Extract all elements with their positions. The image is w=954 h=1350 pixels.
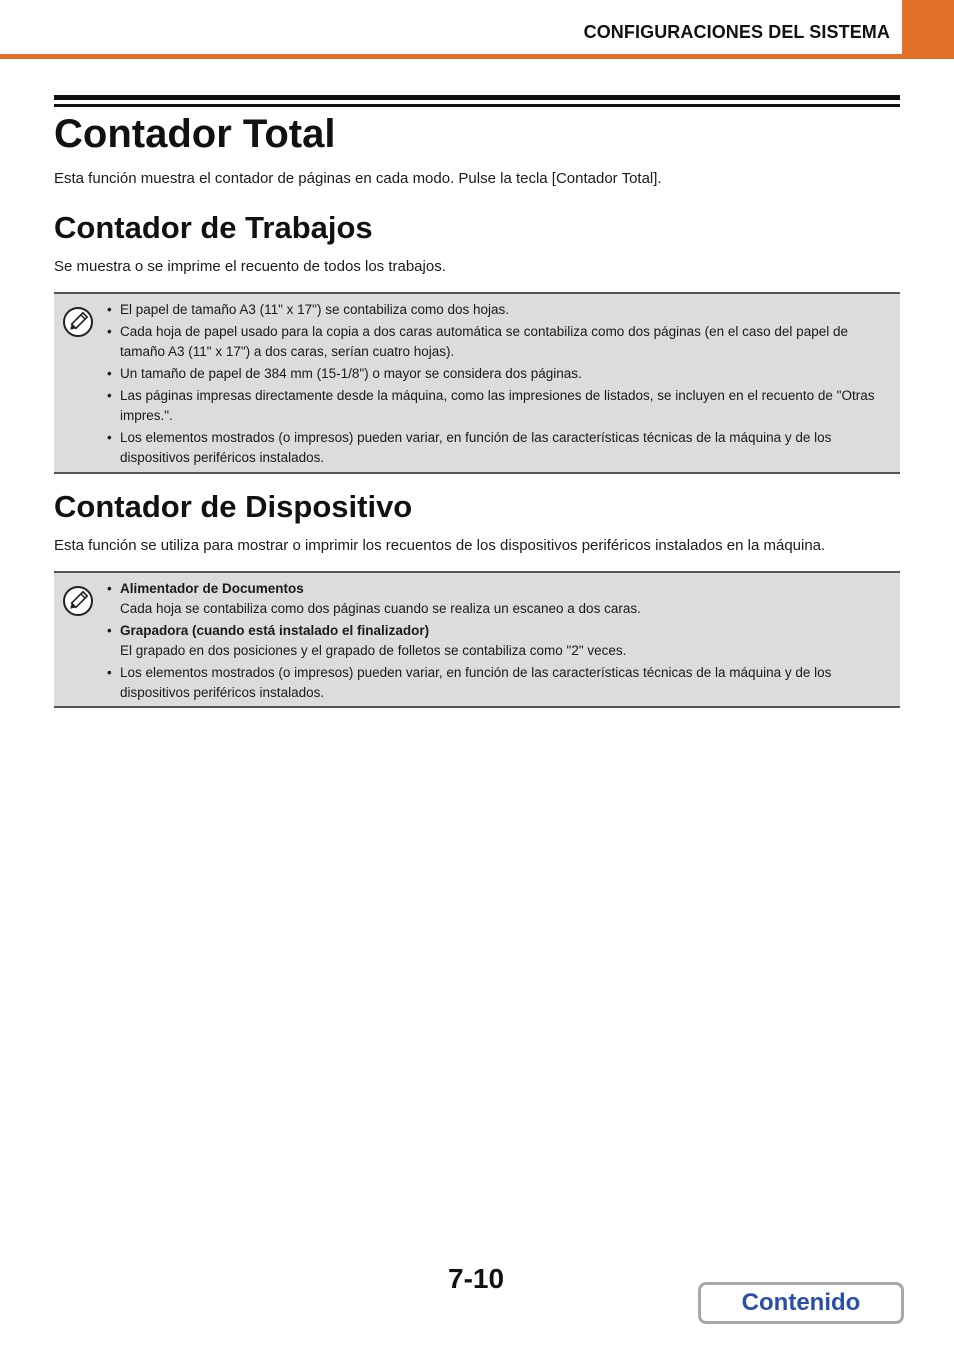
- list-item: [104, 621, 892, 661]
- title-rule-thick: [54, 95, 900, 100]
- device-counter-note: [54, 571, 900, 708]
- job-counter-heading: Contador de Trabajos: [54, 210, 373, 245]
- page-number: 7-10: [448, 1263, 505, 1294]
- note-pencil-icon: [62, 585, 94, 617]
- title-rule-thin: [54, 104, 900, 107]
- header-divider: [0, 54, 954, 59]
- job-counter-text: Se muestra o se imprime el recuento de todos los trabajos.: [54, 258, 446, 275]
- section-header-title: CONFIGURACIONES DEL SISTEMA: [583, 22, 890, 42]
- intro-text: Esta función muestra el contador de páginas en cada modo. Pulse la tecla [Contador Total].: [54, 170, 662, 187]
- contents-button[interactable]: Contenido: [698, 1282, 904, 1324]
- list-item-title: • Grapadora (cuando está instalado el finalizador): [120, 623, 430, 638]
- list-item-text: Cada hoja se contabiliza como dos páginas cuando se realiza un escaneo a dos caras.: [120, 601, 641, 616]
- list-item-title: • Alimentador de Documentos: [120, 581, 304, 596]
- job-counter-note: [54, 292, 900, 474]
- list-item-text: El grapado en dos posiciones y el grapado de folletos se contabiliza como "2" veces.: [120, 643, 627, 658]
- list-item: • El papel de tamaño A3 (11" x 17") se contabiliza como dos hojas.: [104, 300, 892, 320]
- list-item: • Los elementos mostrados (o impresos) pueden variar, en función de las características técnicas de la máquina y de los dispositivos periféricos instalados.: [104, 428, 892, 468]
- list-item: • Cada hoja de papel usado para la copia a dos caras automática se contabiliza como dos páginas (en el caso del papel de tamaño A3 (11" x 17") a dos caras, serían cuatro hojas).: [104, 322, 892, 362]
- list-item: [104, 579, 892, 619]
- job-counter-note-list: [104, 300, 892, 470]
- header-color-tab: [902, 0, 954, 54]
- list-item: • Un tamaño de papel de 384 mm (15-1/8") o mayor se considera dos páginas.: [104, 364, 892, 384]
- list-item-text: Los elementos mostrados (o impresos) pueden variar, en función de las características técnicas de la máquina y de los dispositivos periféricos instalados.: [120, 665, 832, 700]
- device-counter-heading: Contador de Dispositivo: [54, 489, 413, 524]
- device-counter-note-list: [104, 579, 892, 705]
- page-title: Contador Total: [54, 112, 336, 156]
- note-pencil-icon: [62, 306, 94, 338]
- list-item: [104, 663, 892, 703]
- list-item: • Las páginas impresas directamente desde la máquina, como las impresiones de listados, se incluyen en el recuento de "Otras impres.".: [104, 386, 892, 426]
- device-counter-text: Esta función se utiliza para mostrar o imprimir los recuentos de los dispositivos periféricos instalados en la máquina.: [54, 537, 826, 554]
